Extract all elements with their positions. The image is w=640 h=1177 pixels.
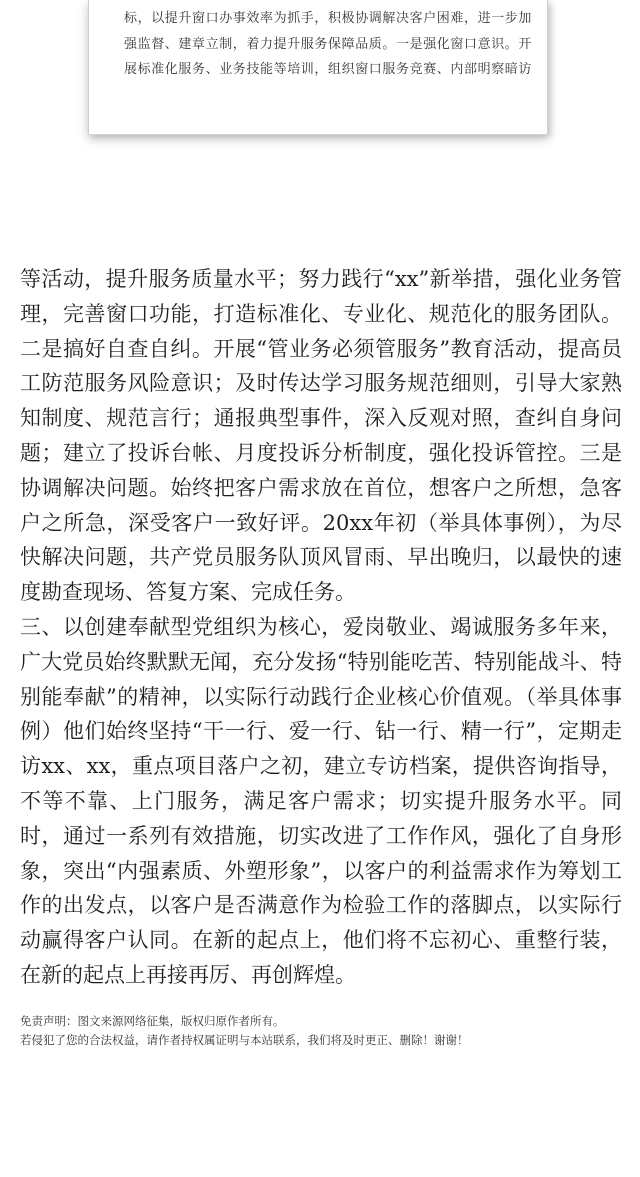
document-excerpt-card: [88, 0, 548, 135]
disclaimer-line: 若侵犯了您的合法权益，请作者持权属证明与本站联系，我们将及时更正、删除！谢谢！: [20, 1033, 469, 1047]
excerpt-line: 强监督、建章立制，着力提升服务保障品质。一是强化窗口意识。开: [124, 37, 533, 52]
disclaimer-line: 免责声明：图文来源网络征集，版权归原作者所有。: [20, 1014, 285, 1028]
article-paragraph: 等活动，提升服务质量水平；努力践行“xx”新举措，强化业务管理，完善窗口功能，打造标准化、专业化、规范化的服务团队。二是搞好自查自纠。开展“管业务必须管服务”教育活动，提高员工防范服务风险意识；及时传达学习服务规范细则，引导大家熟知制度、规范言行；通报典型事件，深入反观对照，查纠自身问题；建立了投诉台帐、月度投诉分析制度，强化投诉管控。三是协调解决问题。始终把客户需求放在首位，想客户之所想，急客户之所急，深受客户一致好评。20xx年初（举具体事例），为尽快解决问题，共产党员服务队顶风冒雨、早出晚归，以最快的速度勘查现场、答复方案、完成任务。: [20, 267, 622, 605]
article-body: [20, 262, 622, 993]
article-paragraph: 三、以创建奉献型党组织为核心，爱岗敬业、竭诚服务多年来，广大党员始终默默无闻，充分发扬“特别能吃苦、特别能战斗、特别能奉献”的精神，以实际行动践行企业核心价值观。（举具体事例）他们始终坚持“干一行、爱一行、钻一行、精一行”，定期走访xx、xx，重点项目落户之初，建立专访档案，提供咨询指导，不等不靠、上门服务，满足客户需求；切实提升服务水平。同时，通过一系列有效措施，切实改进了工作作风，强化了自身形象，突出“内强素质、外塑形象”，以客户的利益需求作为筹划工作的出发点，以客户是否满意作为检验工作的落脚点，以实际行动赢得客户认同。在新的起点上，他们将不忘初心、重整行装，在新的起点上再接再厉、再创辉煌。: [20, 614, 622, 987]
disclaimer: [20, 1012, 622, 1050]
excerpt-line: 标，以提升窗口办事效率为抓手，积极协调解决客户困难，进一步加: [124, 11, 533, 26]
excerpt-line: 展标准化服务、业务技能等培训，组织窗口服务竞赛、内部明察暗访: [124, 62, 533, 77]
